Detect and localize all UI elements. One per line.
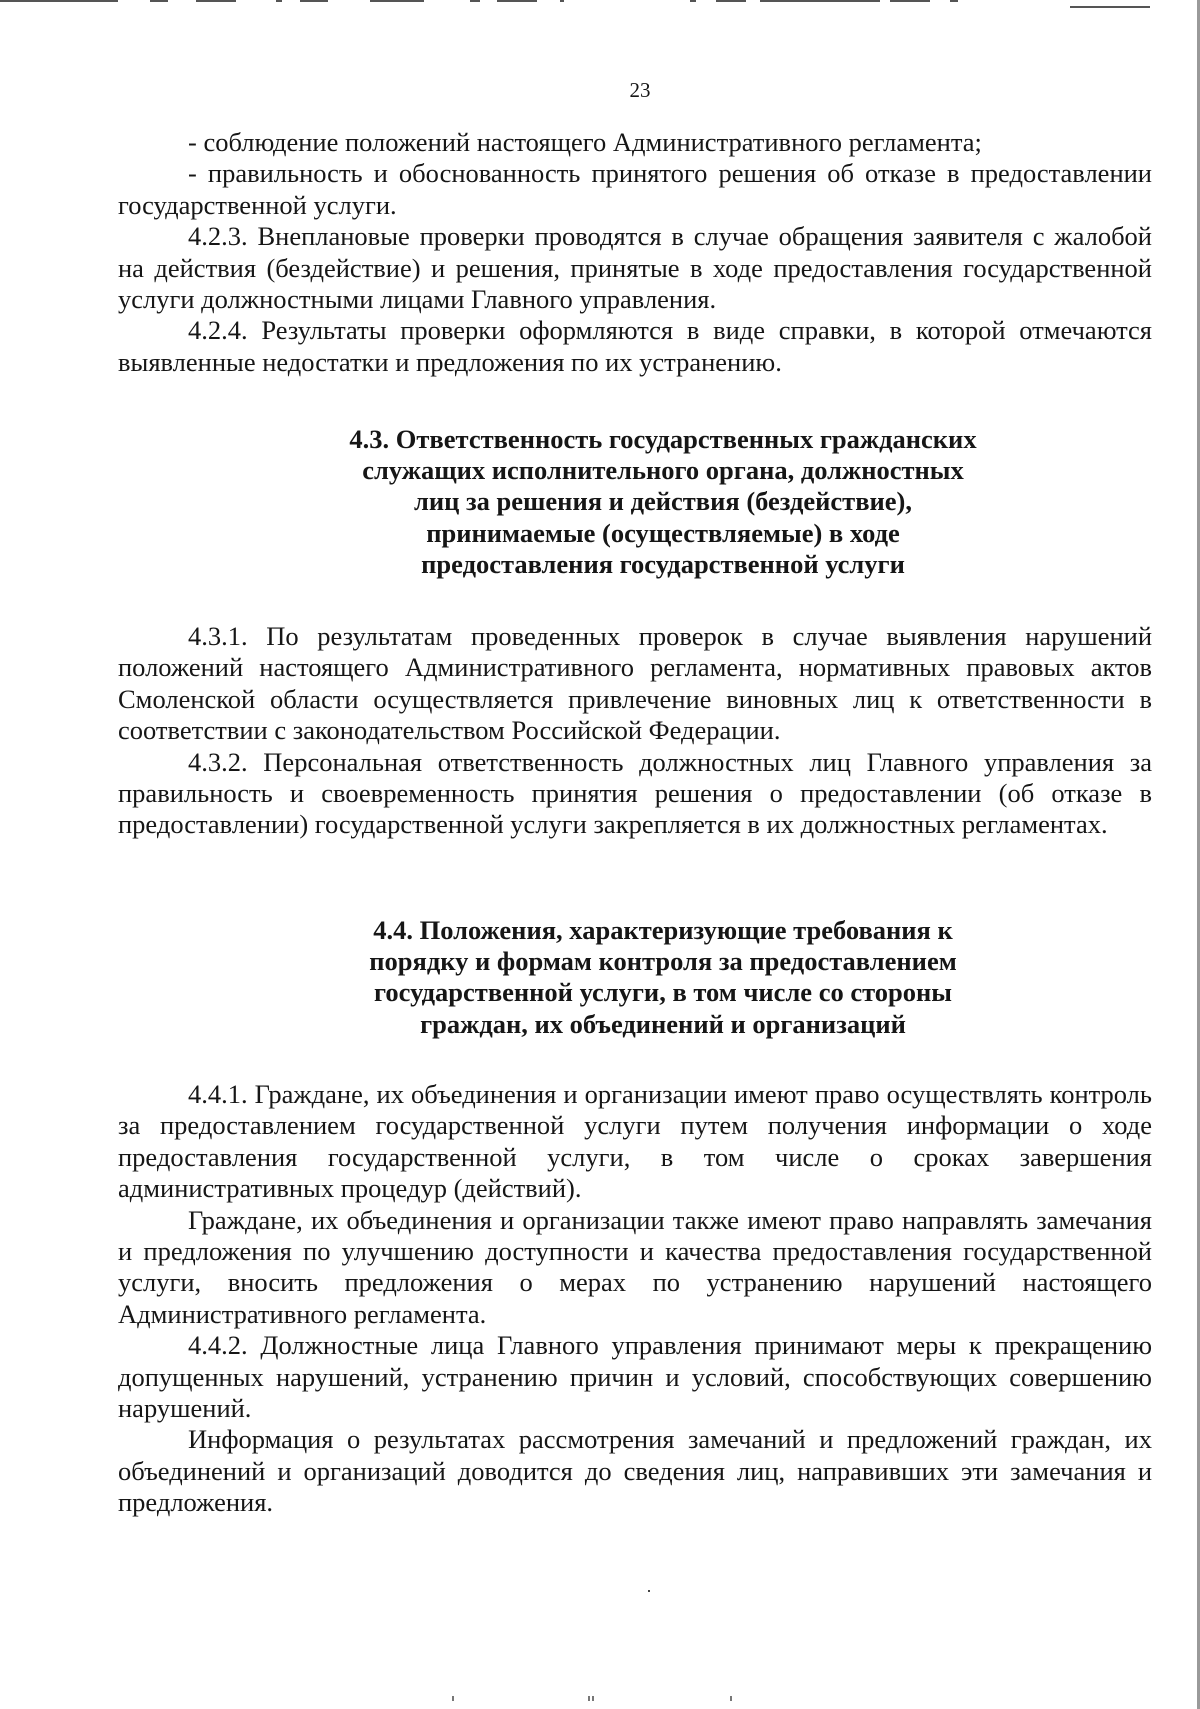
heading-line: лиц за решения и действия (бездействие), bbox=[413, 486, 912, 517]
heading-line: 4.4. Положения, характеризующие требования к bbox=[373, 915, 953, 945]
section-heading-4-4 bbox=[118, 915, 1152, 1040]
paragraph: 4.4.2. Должностные лица Главного управления принимают меры к прекращению допущенных нарушений, устранению причин и условий, способствующих совершению нарушений. bbox=[118, 1330, 1152, 1424]
heading-line: 4.3. Ответственность государственных гражданских bbox=[349, 424, 977, 454]
paragraph: Граждане, их объединения и организации также имеют право направлять замечания и предложения по улучшению доступности и качества предоставления государственной услуги, вносить предложения о мерах по устранению нарушений настоящего Административного регламента. bbox=[118, 1204, 1152, 1329]
section-4-3-paragraphs bbox=[118, 621, 1152, 841]
paragraph: 4.3.1. По результатам проведенных проверок в случае выявления нарушений положений настоящего Административного регламента, нормативных правовых актов Смоленской области осуществляется привлечение виновных лиц к ответственности в соответствии с законодательством Российской Федерации. bbox=[118, 621, 1152, 746]
paragraph: 4.2.4. Результаты проверки оформляются в виде справки, в которой отмечаются выявленные недостатки и предложения по их устранению. bbox=[118, 315, 1152, 377]
paragraph: - соблюдение положений настоящего Административного регламента; bbox=[188, 127, 982, 157]
heading-line: принимаемые (осуществляемые) в ходе bbox=[426, 517, 900, 548]
section-4-4-paragraphs bbox=[118, 1079, 1152, 1519]
page-number: 23 bbox=[629, 78, 651, 102]
scan-bottom-marks bbox=[440, 1696, 760, 1702]
paragraph: 4.2.3. Внеплановые проверки проводятся в случае обращения заявителя с жалобой на действия (бездействие) и решения, принятые в ходе предоставления государственной услуги должностными лицами Главного управления. bbox=[118, 221, 1152, 315]
heading-line: граждан, их объединений и организаций bbox=[420, 1008, 906, 1039]
paragraph: Информация о результатах рассмотрения замечаний и предложений граждан, их объединений и организаций доводится до сведения лиц, направивших эти замечания и предложения. bbox=[118, 1424, 1152, 1518]
paragraph: 4.4.1. Граждане, их объединения и организации имеют право осуществлять контроль за предоставлением государственной услуги путем получения информации о ходе предоставления государственной услуги, в том числе о сроках завершения административных процедур (действий). bbox=[118, 1079, 1152, 1204]
heading-line: служащих исполнительного органа, должностных bbox=[362, 455, 964, 486]
heading-line: государственной услуги, в том числе со стороны bbox=[374, 977, 952, 1008]
intro-paragraphs bbox=[118, 127, 1152, 378]
heading-line: предоставления государственной услуги bbox=[421, 548, 905, 579]
paragraph: - правильность и обоснованность принятого решения об отказе в предоставлении государственной услуги. bbox=[118, 158, 1152, 220]
scan-speck bbox=[648, 1590, 650, 1592]
scan-top-edge bbox=[0, 0, 1200, 10]
heading-line: порядку и формам контроля за предоставлением bbox=[369, 946, 957, 977]
paragraph: 4.3.2. Персональная ответственность должностных лиц Главного управления за правильность и своевременность принятия решения о предоставлении (об отказе в предоставлении) государственной услуги закрепляется в их должностных регламентах. bbox=[118, 746, 1152, 840]
section-heading-4-3 bbox=[118, 424, 1152, 580]
